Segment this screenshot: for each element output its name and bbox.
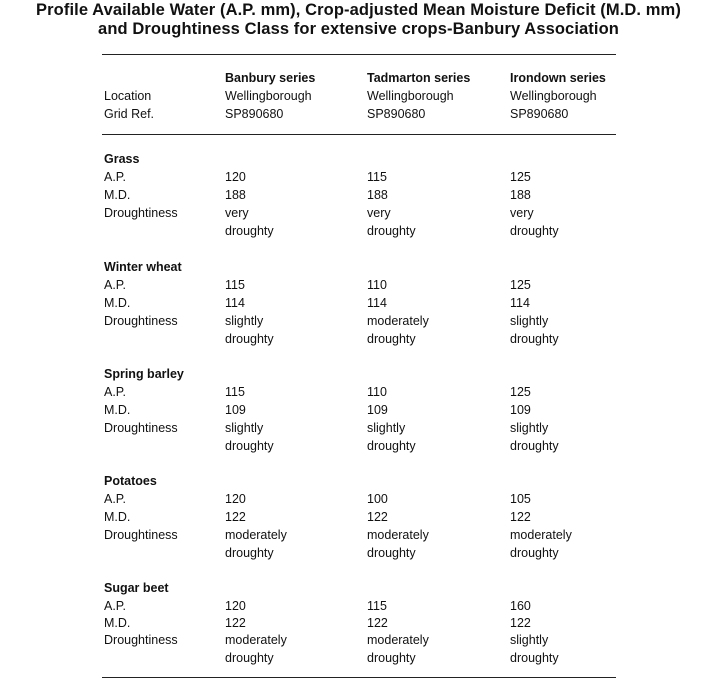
md-value: 122 [510, 616, 531, 630]
header-location-irondown: Wellingborough [510, 89, 597, 103]
md-value: 122 [225, 616, 246, 630]
header-gridref-tadmarton: SP890680 [367, 107, 426, 121]
md-value: 114 [510, 296, 530, 310]
ap-value: 120 [225, 599, 246, 613]
header-rule [102, 134, 616, 135]
row-label-ap: A.P. [104, 385, 127, 399]
droughtiness-word: droughty [225, 224, 274, 238]
row-label-ap: A.P. [104, 278, 127, 292]
header-label-location: Location [104, 89, 152, 103]
row-label-md: M.D. [104, 616, 131, 630]
droughtiness-degree: moderately [510, 528, 572, 542]
header-series-tadmarton: Tadmarton series [367, 71, 471, 85]
row-label-droughtiness: Droughtiness [104, 314, 178, 328]
header-series-irondown: Irondown series [510, 71, 606, 85]
droughtiness-word: droughty [225, 439, 274, 453]
droughtiness-word: droughty [510, 651, 559, 665]
ap-value: 100 [367, 492, 388, 506]
md-value: 188 [367, 188, 388, 202]
ap-value: 125 [510, 278, 531, 292]
header-gridref-irondown: SP890680 [510, 107, 569, 121]
ap-value: 125 [510, 385, 531, 399]
ap-value: 105 [510, 492, 531, 506]
droughtiness-word: droughty [367, 332, 416, 346]
droughtiness-word: droughty [367, 546, 416, 560]
header-label-grid-ref: Grid Ref. [104, 107, 155, 121]
droughtiness-degree: very [225, 206, 249, 220]
droughtiness-word: droughty [367, 224, 416, 238]
md-value: 114 [367, 296, 387, 310]
ap-value: 120 [225, 492, 246, 506]
top-rule [102, 54, 616, 55]
droughtiness-word: droughty [225, 651, 274, 665]
row-label-droughtiness: Droughtiness [104, 206, 178, 220]
header-series-banbury: Banbury series [225, 71, 316, 85]
row-label-droughtiness: Droughtiness [104, 421, 178, 435]
droughtiness-word: droughty [510, 224, 559, 238]
header-location-tadmarton: Wellingborough [367, 89, 454, 103]
droughtiness-degree: moderately [225, 528, 287, 542]
droughtiness-word: droughty [510, 332, 559, 346]
header-location-banbury: Wellingborough [225, 89, 312, 103]
row-label-md: M.D. [104, 403, 131, 417]
crop-name: Potatoes [104, 474, 157, 488]
ap-value: 115 [367, 599, 387, 613]
ap-value: 110 [367, 385, 387, 399]
droughtiness-degree: moderately [367, 528, 429, 542]
droughtiness-degree: slightly [510, 421, 549, 435]
droughtiness-degree: moderately [367, 314, 429, 328]
row-label-droughtiness: Droughtiness [104, 633, 178, 647]
md-value: 109 [510, 403, 531, 417]
ap-value: 115 [367, 170, 387, 184]
droughtiness-degree: slightly [225, 421, 264, 435]
md-value: 188 [510, 188, 531, 202]
droughtiness-degree: slightly [510, 633, 549, 647]
md-value: 109 [367, 403, 388, 417]
droughtiness-word: droughty [225, 332, 274, 346]
droughtiness-degree: very [510, 206, 534, 220]
table-title-line-1: Profile Available Water (A.P. mm), Crop-adjusted Mean Moisture Deficit (M.D. mm) [36, 1, 681, 19]
md-value: 109 [225, 403, 246, 417]
bottom-rule [102, 677, 616, 678]
row-label-ap: A.P. [104, 170, 127, 184]
droughtiness-word: droughty [367, 651, 416, 665]
md-value: 122 [510, 510, 531, 524]
row-label-md: M.D. [104, 296, 131, 310]
row-label-md: M.D. [104, 510, 131, 524]
row-label-ap: A.P. [104, 492, 127, 506]
droughtiness-degree: very [367, 206, 391, 220]
crop-name: Spring barley [104, 367, 184, 381]
md-value: 122 [225, 510, 246, 524]
droughtiness-degree: moderately [367, 633, 429, 647]
row-label-md: M.D. [104, 188, 131, 202]
md-value: 122 [367, 510, 388, 524]
droughtiness-word: droughty [367, 439, 416, 453]
crop-name: Sugar beet [104, 581, 169, 595]
droughtiness-degree: moderately [225, 633, 287, 647]
md-value: 122 [367, 616, 388, 630]
row-label-ap: A.P. [104, 599, 127, 613]
ap-value: 120 [225, 170, 246, 184]
header-gridref-banbury: SP890680 [225, 107, 284, 121]
droughtiness-word: droughty [510, 439, 559, 453]
md-value: 114 [225, 296, 245, 310]
crop-name: Winter wheat [104, 260, 182, 274]
ap-value: 125 [510, 170, 531, 184]
droughtiness-degree: slightly [510, 314, 549, 328]
droughtiness-word: droughty [225, 546, 274, 560]
droughtiness-word: droughty [510, 546, 559, 560]
crop-name: Grass [104, 152, 140, 166]
ap-value: 115 [225, 385, 245, 399]
row-label-droughtiness: Droughtiness [104, 528, 178, 542]
table-title-line-2: and Droughtiness Class for extensive crops-Banbury Association [98, 20, 619, 38]
ap-value: 115 [225, 278, 245, 292]
md-value: 188 [225, 188, 246, 202]
ap-value: 160 [510, 599, 531, 613]
droughtiness-degree: slightly [367, 421, 406, 435]
ap-value: 110 [367, 278, 387, 292]
droughtiness-degree: slightly [225, 314, 264, 328]
